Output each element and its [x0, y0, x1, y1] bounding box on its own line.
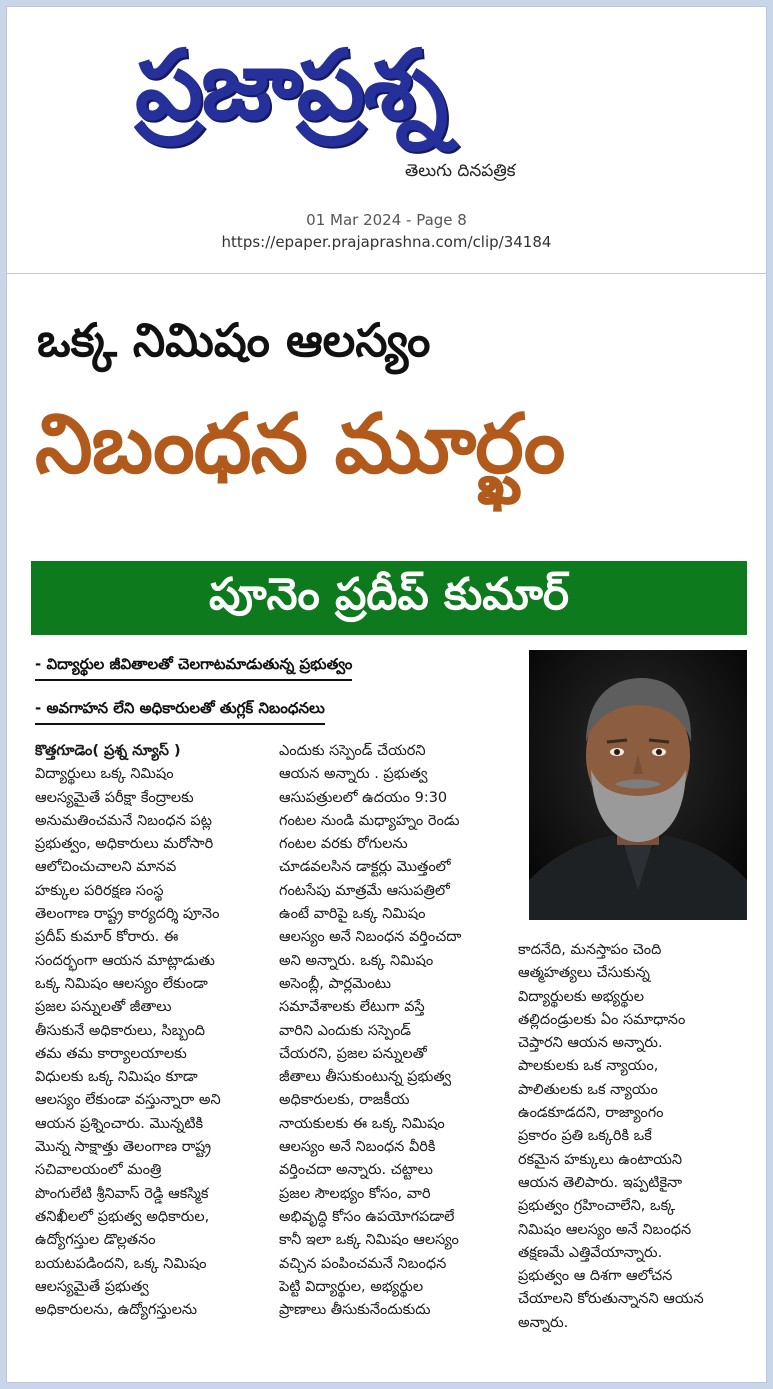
- article-line: తీసుకునే అధికారులు, సిబ్బంది: [35, 1022, 206, 1039]
- article-line: పాలకులకు ఒక న్యాయం,: [518, 1058, 659, 1075]
- article-line: ఆలస్యమైతే పరీక్షా కేంద్రాలకు: [35, 789, 194, 806]
- article-line: వర్తించదా అన్నారు. చట్టాలు: [279, 1162, 433, 1179]
- article-line: విద్యార్థులకు అభ్యర్థుల: [518, 988, 644, 1005]
- article-line: ఆయన ప్రశ్నించారు. మొన్నటికి: [35, 1115, 204, 1132]
- article-line: ఆయన తెలిపారు. ఇప్పటికైనా: [518, 1174, 683, 1191]
- article-line: ప్రకారం ప్రతి ఒక్కరికి ఒకే: [518, 1128, 652, 1145]
- article-headline: నిబంధన మూర్ఖం: [35, 397, 565, 492]
- article-line: అని అన్నారు. ఒక్క నిమిషం: [279, 952, 434, 969]
- article-line: కొత్తగూడెం( ప్రశ్న న్యూస్ ): [35, 743, 181, 759]
- article-line: ప్రజల పన్నులతో జీతాలు: [35, 999, 172, 1016]
- article-line: అభివృద్ధి కోసం ఉపయోగపడాలే: [279, 1208, 455, 1225]
- article-line: అనుమతించమనే నిబంధన పట్ల: [35, 812, 212, 829]
- article-line: రకమైన హక్కులు ఉంటాయని: [518, 1151, 683, 1168]
- article-line: పొంగులేటి శ్రీనివాస్ రెడ్డి ఆకస్మిక: [35, 1185, 209, 1202]
- article-line: ఆయన అన్నారు . ప్రభుత్వ: [279, 766, 428, 783]
- article-line: పాలితులకు ఒక న్యాయం: [518, 1081, 658, 1098]
- article-line: ప్రాణాలు తీసుకునేందుకుదు: [279, 1302, 431, 1319]
- article-line: ఆసుపత్రులలో ఉదయం 9:30: [279, 789, 448, 806]
- article-line: ప్రదీప్ కుమార్ కోరారు. ఈ: [35, 929, 179, 946]
- article-line: చూడవలసిన డాక్టర్లు మొత్తంలో: [279, 859, 451, 876]
- byline-name: పూనెం ప్రదీప్ కుమార్: [208, 569, 570, 620]
- article-line: తనిఖీలలో ప్రభుత్వ అధికారుల,: [35, 1208, 210, 1225]
- article-line: తక్షణమే ఎత్తివేయాన్నారు.: [518, 1244, 663, 1261]
- article-line: అన్నారు.: [518, 1314, 569, 1331]
- article-line: కాదనేది, మనస్తాపం చెంది: [518, 942, 662, 958]
- article-line: ప్రభుత్వం, అధికారులు మరోసారి: [35, 836, 214, 853]
- article-line: బయటపడిందని, ఒక్క నిమిషం: [35, 1255, 207, 1272]
- person-photo-icon: [529, 650, 747, 920]
- article-line: ఉద్యోగస్తుల డొల్లతనం: [35, 1232, 156, 1249]
- article-line: వారిని ఎందుకు సస్పెండ్: [279, 1022, 412, 1039]
- article-line: ప్రభుత్వం ఆ దిశగా ఆలోచన: [518, 1268, 673, 1285]
- article-line: కానీ ఇలా ఒక్క నిమిషం ఆలస్యం: [279, 1232, 459, 1249]
- sub-point-1: - విద్యార్థుల జీవితాలతో చెలగాటమాడుతున్న ప్రభుత్వం: [35, 655, 352, 681]
- article-line: మొన్న సాక్షాత్తు తెలంగాణ రాష్ట్ర: [35, 1139, 212, 1156]
- article-line: ఆలస్యం అనే నిబంధన వీరికి: [279, 1139, 436, 1156]
- clip-page: [6, 6, 767, 1383]
- article-line: ఒక్క నిమిషం ఆలస్యం లేకుండా: [35, 975, 208, 992]
- article-line: ప్రజల సౌలభ్యం కోసం, వారి: [279, 1185, 431, 1202]
- article-column-2: [279, 740, 511, 1322]
- article-line: వచ్చిన పంపించమనే నిబంధన: [279, 1255, 447, 1272]
- newspaper-logo: ప్రజాప్రశ్న: [135, 29, 447, 141]
- article-line: తమ తమ కార్యాలయాలకు: [35, 1045, 187, 1062]
- article-line: అధికారులకు, రాజకీయ: [279, 1092, 410, 1109]
- article-line: ఆలస్యం అనే నిబంధన వర్తించదా: [279, 929, 462, 946]
- article-line: అధికారులను, ఉద్యోగస్తులను: [35, 1302, 198, 1319]
- article-line: గంటల వరకు రోగులను: [279, 836, 408, 853]
- person-photo: [529, 650, 747, 920]
- article-line: ఆలస్యమైతే ప్రభుత్వ: [35, 1278, 149, 1295]
- article-line: పెట్టి విద్యార్థుల, అభ్యర్థుల: [279, 1278, 424, 1295]
- article-line: సందర్భంగా ఆయన మాట్లాడుతు: [35, 952, 215, 969]
- article-line: విధులకు ఒక్క నిమిషం కూడా: [35, 1069, 198, 1086]
- article-line: సమావేశాలకు లేటుగా వస్తే: [279, 999, 425, 1016]
- article-line: సచివాలయంలో మంత్రి: [35, 1162, 162, 1179]
- article-line: ఆలస్యం లేకుండా వస్తున్నారా అని: [35, 1092, 221, 1109]
- masthead-divider: [7, 273, 766, 274]
- article-line: హక్కుల పరిరక్షణ సంస్థ: [35, 882, 164, 899]
- article-line: జీతాలు తీసుకుంటున్న ప్రభుత్వ: [279, 1069, 452, 1086]
- article-line: ఆలోచించుచాలని మానవ: [35, 859, 177, 876]
- masthead: [7, 7, 766, 277]
- article-line: అసెంబ్లీ, పార్లమెంటు: [279, 975, 391, 992]
- article-line: ఉండకూడదని, రాజ్యాంగం: [518, 1105, 664, 1122]
- article-line: ప్రభుత్వం గ్రహించాలేని, ఒక్క: [518, 1198, 676, 1215]
- article-line: చేయరని, ప్రజల పన్నులతో: [279, 1045, 427, 1062]
- article-line: ఆత్మహత్యలు చేసుకున్న: [518, 965, 650, 982]
- article-line: విద్యార్థులు ఒక్క నిమిషం: [35, 766, 174, 783]
- article-line: తెలంగాణ రాష్ట్ర కార్యదర్శి పూనెం: [35, 906, 220, 923]
- date-page-info: 01 Mar 2024 - Page 8: [306, 211, 467, 229]
- byline-banner: [31, 561, 747, 635]
- article-line: చెప్తారని ఆయన అన్నారు.: [518, 1035, 663, 1052]
- article-line: ఎందుకు సస్పెండ్ చేయరని: [279, 743, 426, 759]
- article-line: గంటసేపు మాత్రమే ఆసుపత్రిలో: [279, 882, 450, 899]
- article-line: చేయాలని కోరుతున్నానని ఆయన: [518, 1291, 704, 1308]
- article-line: తల్లిదండ్రులకు ఏం సమాధానం: [518, 1011, 686, 1028]
- article-line: ఉంటే వారిపై ఒక్క నిమిషం: [279, 906, 426, 923]
- article-line: నాయకులకు ఈ ఒక్క నిమిషం: [279, 1115, 445, 1132]
- newspaper-tagline: తెలుగు దినపత్రిక: [405, 161, 516, 181]
- article-kicker: ఒక్క నిమిషం ఆలస్యం: [37, 313, 431, 367]
- article-line: నిమిషం ఆలస్యం అనే నిబంధన: [518, 1221, 692, 1238]
- article-column-3: [518, 939, 750, 1335]
- sub-point-2: - అవగాహన లేని అధికారులతో తుగ్లక్ నిబంధనలు: [35, 699, 325, 725]
- article-line: గంటల నుండి మధ్యాహ్నం రెండు: [279, 812, 460, 829]
- article-column-1: [35, 740, 267, 1322]
- clip-url-link[interactable]: https://epaper.prajaprashna.com/clip/34184: [221, 233, 552, 251]
